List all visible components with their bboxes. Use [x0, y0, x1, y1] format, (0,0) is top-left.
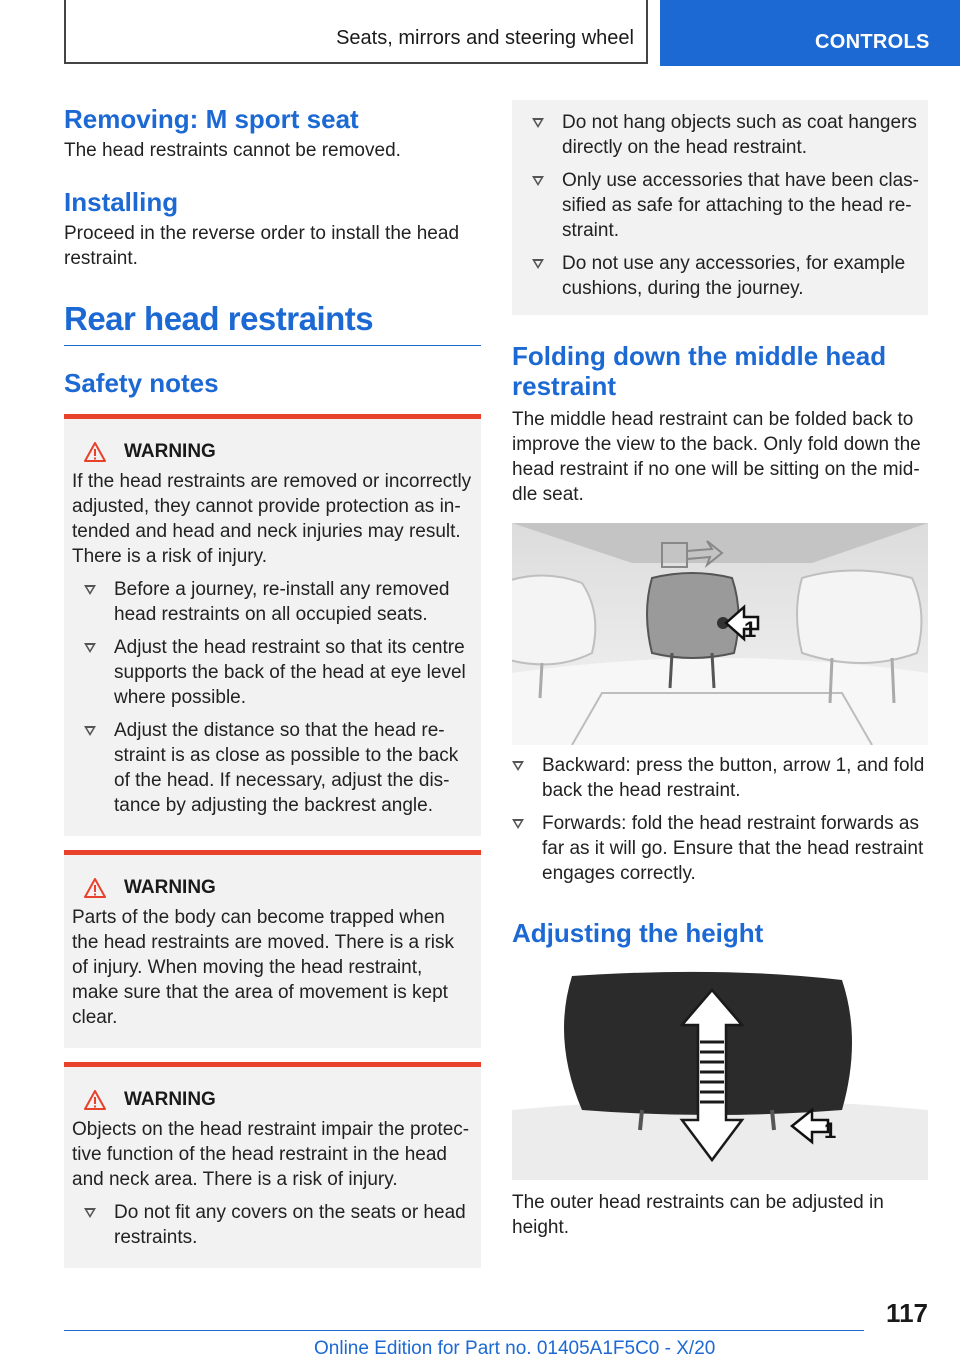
list-item: Do not fit any covers on the seats or head restraints.	[72, 1200, 473, 1250]
warning-continuation-box	[512, 100, 928, 315]
list-item: Do not use any accessories, for example cushions, during the journey.	[520, 251, 920, 301]
warning-title: WARNING	[84, 1089, 473, 1111]
installing-heading: Installing	[64, 187, 179, 217]
list-item: Before a journey, re-install any removed head restraints on all occupied seats.	[72, 577, 473, 627]
right-column	[512, 100, 928, 1240]
warning-list	[520, 110, 920, 301]
warning-text: Objects on the head restraint impair the protec-tive function of the head restraint in the head and neck area. There is a risk of injury.	[72, 1119, 470, 1190]
removing-heading: Removing: M sport seat	[64, 104, 359, 134]
warning-text: Parts of the body can become trapped when the head restraints are moved. There is a risk of injury. When moving the head restraint, make sure that the area of movement is kept clear.	[72, 907, 454, 1028]
section-title: Seats, mirrors and steering wheel	[336, 27, 634, 49]
rear-head-restraints-heading: Rear head restraints	[64, 299, 481, 346]
folding-list	[512, 753, 928, 886]
warning-title: WARNING	[84, 441, 473, 463]
edition-text: Online Edition for Part no. 01405A1F5C0 - X/20	[314, 1338, 716, 1359]
callout-1: 1	[824, 1118, 837, 1143]
callout-1: 1	[744, 617, 757, 642]
warning-text: If the head restraints are removed or incorrectly adjusted, they cannot provide protection as in-tended and head and neck injuries may result. There is a risk of injury.	[72, 471, 472, 567]
safety-notes-heading: Safety notes	[64, 368, 219, 398]
removing-text: The head restraints cannot be removed.	[64, 140, 401, 161]
warning-list	[72, 577, 473, 818]
warning-list	[72, 1200, 473, 1250]
warning-box-2	[64, 850, 481, 1048]
warning-title: WARNING	[84, 877, 473, 899]
left-column	[64, 100, 481, 1268]
list-item: Only use accessories that have been clas-sified as safe for attaching to the head re-straint.	[520, 168, 920, 243]
chapter-tab	[660, 0, 960, 66]
list-item: Forwards: fold the head restraint forwards as far as it will go. Ensure that the head restraint engages correctly.	[512, 811, 928, 886]
page-header	[0, 0, 960, 66]
section-tab	[64, 0, 648, 64]
warning-triangle-icon	[84, 442, 106, 462]
chapter-title: CONTROLS	[815, 31, 930, 53]
height-adjustment-illustration	[512, 970, 928, 1180]
folding-heading: Folding down the middle head restraint	[512, 341, 887, 401]
folding-text: The middle head restraint can be folded back to improve the view to the back. Only fold down the head restraint if no one will be sitting on the mid-dle seat.	[512, 409, 921, 505]
list-item: Do not hang objects such as coat hangers directly on the head restraint.	[520, 110, 920, 160]
installing-text: Proceed in the reverse order to install the head restraint.	[64, 223, 460, 269]
list-item: Adjust the distance so that the head re-straint is as close as possible to the back of the head. If necessary, adjust the dis-tance by adjusting the backrest angle.	[72, 718, 473, 818]
warning-triangle-icon	[84, 1090, 106, 1110]
height-heading: Adjusting the height	[512, 918, 764, 948]
warning-box-3	[64, 1062, 481, 1268]
warning-triangle-icon	[84, 878, 106, 898]
warning-box-1	[64, 414, 481, 836]
footer-edition	[314, 1338, 715, 1360]
list-item: Adjust the head restraint so that its centre supports the back of the head at eye level where possible.	[72, 635, 473, 710]
page-number: 117	[886, 1298, 928, 1328]
footer-divider	[64, 1330, 864, 1331]
height-text: The outer head restraints can be adjusted in height.	[512, 1192, 884, 1238]
middle-head-restraint-illustration	[512, 523, 928, 745]
list-item: Backward: press the button, arrow 1, and fold back the head restraint.	[512, 753, 928, 803]
